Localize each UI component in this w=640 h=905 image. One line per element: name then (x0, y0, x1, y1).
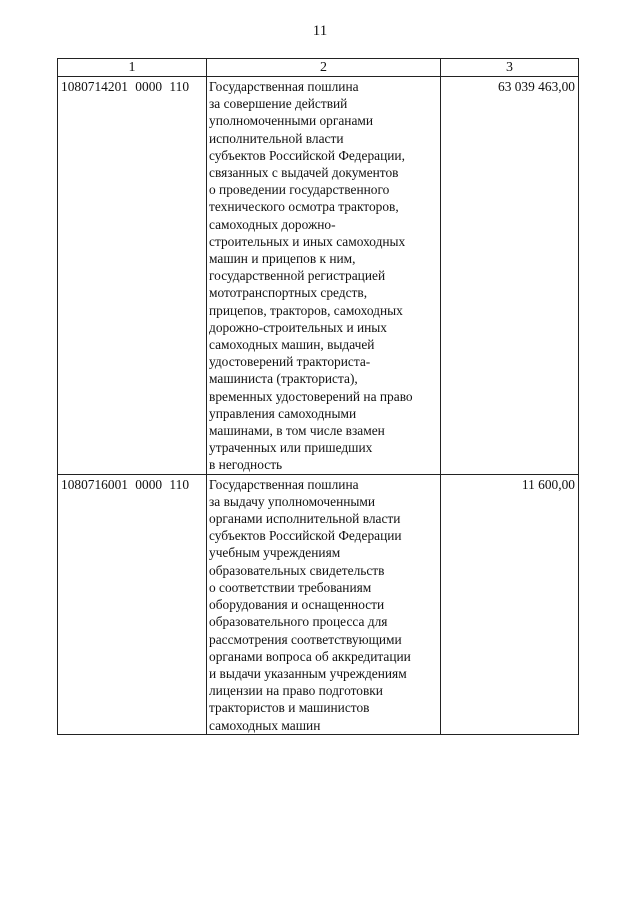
revenue-code-cell: 1080714201 0000 110 (58, 77, 207, 475)
description-line: трактористов и машинистов (209, 700, 370, 716)
page-number: 11 (312, 23, 328, 39)
description-line: государственной регистрацией (209, 268, 386, 284)
description-line: самоходных машин, выдачей (209, 337, 375, 353)
description-line: самоходных машин (209, 717, 321, 733)
description-line: машинами, в том числе взамен (209, 423, 385, 439)
description-line: удостоверений тракториста- (209, 354, 371, 370)
description-line: за выдачу уполномоченными (209, 493, 376, 509)
description-line: связанных с выдачей документов (209, 165, 399, 181)
description-line: временных удостоверений на право (209, 388, 413, 404)
column-header-3: 3 (441, 59, 579, 77)
table-header-row (58, 59, 579, 77)
budget-revenue-table (57, 58, 579, 735)
description-line: органами вопроса об аккредитации (209, 648, 411, 664)
amount-cell: 11 600,00 (441, 474, 579, 734)
description-line: машин и прицепов к ним, (209, 251, 356, 267)
description-line: прицепов, тракторов, самоходных (209, 302, 403, 318)
description-line: Государственная пошлина (209, 476, 359, 492)
description-line: самоходных дорожно- (209, 216, 336, 232)
description-line: машиниста (тракториста), (209, 371, 358, 387)
revenue-code-cell: 1080716001 0000 110 (58, 474, 207, 734)
description-line: субъектов Российской Федерации, (209, 147, 405, 163)
description-line: за совершение действий (209, 96, 348, 112)
description-line: управления самоходными (209, 405, 357, 421)
description-line: исполнительной власти (209, 130, 344, 146)
description-line: в негодность (209, 457, 283, 473)
column-header-1: 1 (58, 59, 207, 77)
table-row (58, 77, 579, 475)
description-line: оборудования и оснащенности (209, 597, 385, 613)
description-line: и выдачи указанным учреждениям (209, 665, 407, 681)
description-line: образовательных свидетельств (209, 562, 385, 578)
description-line: о проведении государственного (209, 182, 390, 198)
description-line: о соответствии требованиям (209, 579, 372, 595)
description-line: образовательного процесса для (209, 614, 388, 630)
revenue-description-cell (207, 77, 441, 475)
description-line: технического осмотра тракторов, (209, 199, 399, 215)
revenue-description-cell (207, 474, 441, 734)
description-line: субъектов Российской Федерации (209, 528, 402, 544)
description-line: строительных и иных самоходных (209, 233, 406, 249)
description-line: дорожно-строительных и иных (209, 319, 387, 335)
description-line: утраченных или пришедших (209, 440, 373, 456)
description-line: учебным учреждениям (209, 545, 341, 561)
description-line: Государственная пошлина (209, 79, 359, 94)
description-line: органами исполнительной власти (209, 511, 401, 527)
description-line: лицензии на право подготовки (209, 683, 383, 699)
table-row (58, 474, 579, 734)
description-line: мототранспортных средств, (209, 285, 368, 301)
description-line: рассмотрения соответствующими (209, 631, 402, 647)
column-header-2: 2 (207, 59, 441, 77)
description-line: уполномоченными органами (209, 113, 374, 129)
amount-cell: 63 039 463,00 (441, 77, 579, 475)
